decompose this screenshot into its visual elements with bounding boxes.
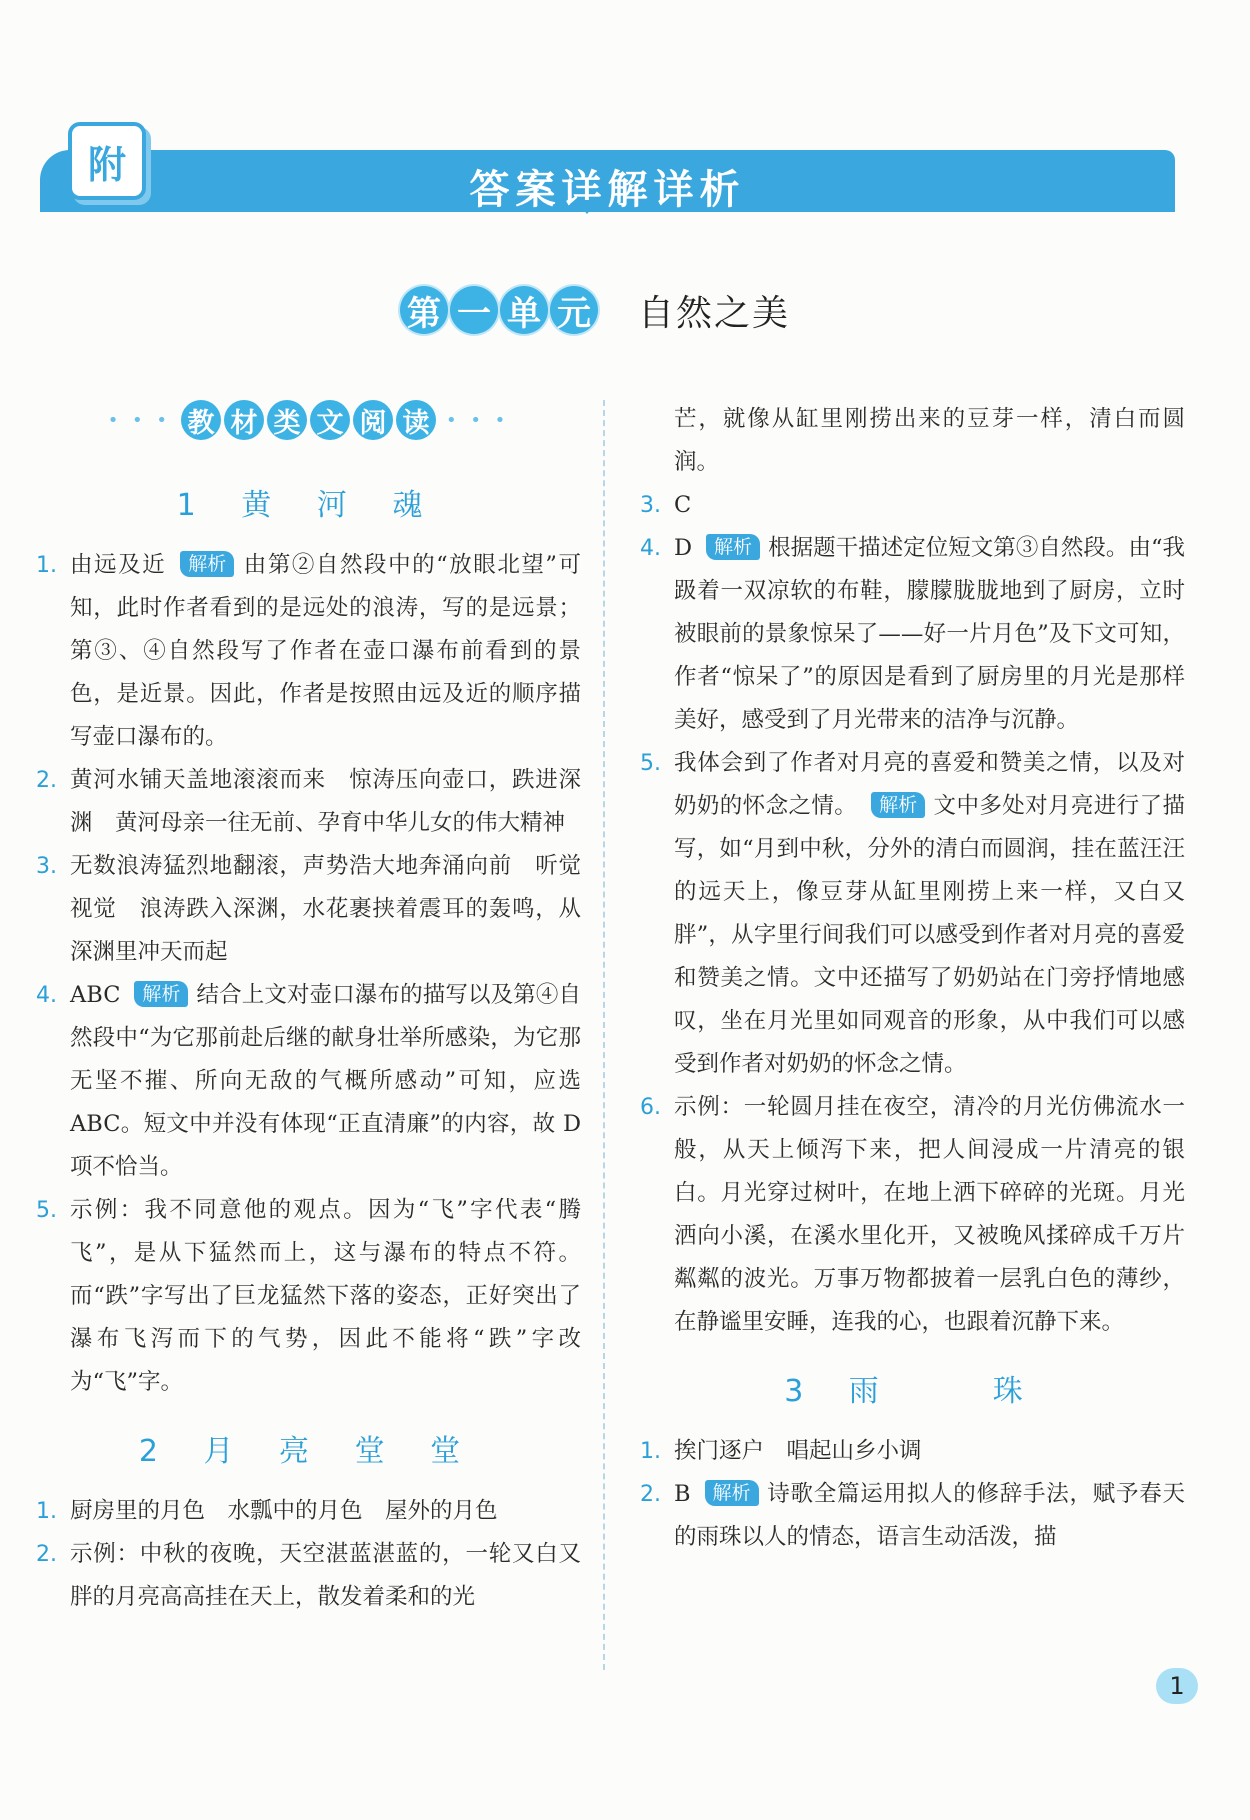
lesson-title: 3 雨 珠 (784, 1374, 1041, 1409)
answer-item (36, 1189, 581, 1404)
question-number: 4. (640, 536, 661, 561)
section-heading (36, 390, 581, 450)
answer-text: 示例：中秋的夜晚，天空湛蓝湛蓝的，一轮又白又胖的月亮高高挂在天上，散发着柔和的光 (70, 1541, 581, 1610)
answer-text: 示例：我不同意他的观点。因为“飞”字代表“腾飞”，是从下猛然而上，这与瀑布的特点不符。而“跌”字写出了巨龙猛然下落的姿态，正好突出了瀑布飞泻而下的气势，因此不能将“跌”字改为“飞”字。 (70, 1197, 581, 1395)
analysis-text: 由第②自然段中的“放眼北望”可知，此时作者看到的是远处的浪涛，写的是远景；第③、④自然段写了作者在壶口瀑布前看到的景色，是近景。因此，作者是按照由远及近的顺序描写壶口瀑布的。 (70, 552, 581, 750)
answer-item (640, 484, 1185, 527)
unit-heading (400, 282, 790, 338)
decor-dots: • • • (107, 409, 171, 431)
analysis-tag: 解析 (871, 792, 925, 818)
answer-text: 无数浪涛猛烈地翻滚，声势浩大地奔涌向前 听觉 视觉 浪涛跌入深渊，水花裹挟着震耳的轰鸣，从深渊里冲天而起 (70, 853, 604, 965)
answer-item (640, 527, 1185, 742)
answer-text: 示例：一轮圆月挂在夜空，清冷的月光仿佛流水一般，从天上倾泻下来，把人间浸成一片清亮的银白。月光穿过树叶，在地上洒下碎碎的光斑。月光洒向小溪，在溪水里化开，又被晚风揉碎成千万片粼粼的波光。万事万物都披着一层乳白色的薄纱，在静谧里安睡，连我的心，也跟着沉静下来。 (674, 1094, 1185, 1335)
appendix-badge: 附 (68, 122, 146, 200)
analysis-text: 文中多处对月亮进行了描写，如“月到中秋，分外的清白而圆润，挂在蓝汪汪的远天上，像豆芽从缸里刚捞上来一样，又白又胖”，从字里行间我们可以感受到作者对月亮的喜爱和赞美之情。文中还描写了奶奶站在门旁抒情地感叹，坐在月光里如同观音的形象，从中我们可以感受到作者对奶奶的怀念之情。 (674, 793, 1185, 1077)
question-number: 5. (36, 1198, 57, 1223)
analysis-tag: 解析 (706, 534, 760, 560)
analysis-tag: 解析 (705, 1480, 759, 1506)
unit-char: 第 (400, 286, 448, 334)
question-number: 3. (36, 854, 57, 879)
section-char: 教 (181, 400, 221, 440)
analysis-text: 诗歌全篇运用拟人的修辞手法，赋予春天的雨珠以人的情态，语言生动活泼，描 (674, 1481, 1185, 1550)
answer-text: C (674, 492, 692, 518)
answer-text: ABC (70, 982, 121, 1008)
lesson-title: 2 月 亮 堂 堂 (138, 1434, 479, 1469)
answer-item (640, 742, 1185, 1086)
answer-item (36, 759, 581, 845)
analysis-text: 根据题干描述定位短文第③自然段。由“我趿着一双凉软的布鞋，朦朦胧胧地到了厨房，立时被眼前的景象惊呆了——好一片月色”及下文可知，作者“惊呆了”的原因是看到了厨房里的月光是那样美好，感受到了月光带来的洁净与沉静。 (674, 535, 1185, 733)
section-char: 读 (396, 400, 436, 440)
section-char: 材 (224, 400, 264, 440)
decor-dots: • • • (446, 409, 510, 431)
section-char: 文 (310, 400, 350, 440)
lesson-title: 1 黄 河 魂 (176, 488, 441, 523)
answer-text: B (674, 1481, 691, 1507)
page-title: 答案详解详析 (469, 167, 746, 213)
left-column (36, 390, 604, 1619)
analysis-tag: 解析 (134, 981, 188, 1007)
banner-notch (575, 200, 599, 214)
answer-item (640, 1430, 1185, 1473)
unit-char: 元 (550, 286, 598, 334)
analysis-text: 结合上文对壶口瀑布的描写以及第④自然段中“为它那前赴后继的献身壮举所感染，为它那无坚不摧、所向无敌的气概所感动”可知，应选 ABC。短文中并没有体现“正直清廉”的内容，故 D 项不恰当。 (70, 982, 581, 1180)
answer-text: 挨门逐户 唱起山乡小调 (674, 1438, 922, 1464)
answer-text: 由远及近 (70, 552, 167, 578)
section-title (181, 400, 436, 440)
analysis-tag: 解析 (180, 551, 234, 577)
question-number: 1. (36, 553, 57, 578)
answer-item (640, 1473, 1185, 1559)
right-column (640, 398, 1185, 1559)
answer-item-continued (640, 398, 1185, 484)
question-number: 3. (640, 493, 661, 518)
answer-text: 我体会到了作者对月亮的喜爱和赞美之情，以及对奶奶的怀念之情。 (674, 750, 1185, 819)
unit-label (400, 286, 598, 334)
answer-item (36, 974, 581, 1189)
answer-item (36, 845, 604, 974)
header-banner (40, 150, 1175, 212)
question-number: 1. (640, 1439, 661, 1464)
question-number: 1. (36, 1499, 57, 1524)
unit-char: 一 (450, 286, 498, 334)
answer-text: 黄河水铺天盖地滚滚而来 惊涛压向壶口，跌进深渊 黄河母亲一往无前、孕育中华儿女的伟大精神 (70, 767, 581, 836)
section-char: 阅 (353, 400, 393, 440)
page-number: 1 (1156, 1668, 1198, 1704)
answer-item (36, 1533, 581, 1619)
column-divider (603, 400, 605, 1670)
question-number: 2. (36, 768, 57, 793)
question-number: 4. (36, 983, 57, 1008)
answer-text: 芒，就像从缸里刚捞出来的豆芽一样，清白而圆润。 (674, 406, 1185, 475)
answer-item (36, 544, 581, 759)
answer-item (36, 1490, 581, 1533)
unit-char: 单 (500, 286, 548, 334)
answer-text: 厨房里的月色 水瓢中的月色 屋外的月色 (70, 1498, 498, 1524)
question-number: 2. (36, 1542, 57, 1567)
section-char: 类 (267, 400, 307, 440)
unit-name: 自然之美 (638, 292, 791, 334)
question-number: 6. (640, 1095, 661, 1120)
question-number: 5. (640, 751, 661, 776)
question-number: 2. (640, 1482, 661, 1507)
answer-item (640, 1086, 1185, 1344)
answer-text: D (674, 535, 693, 561)
